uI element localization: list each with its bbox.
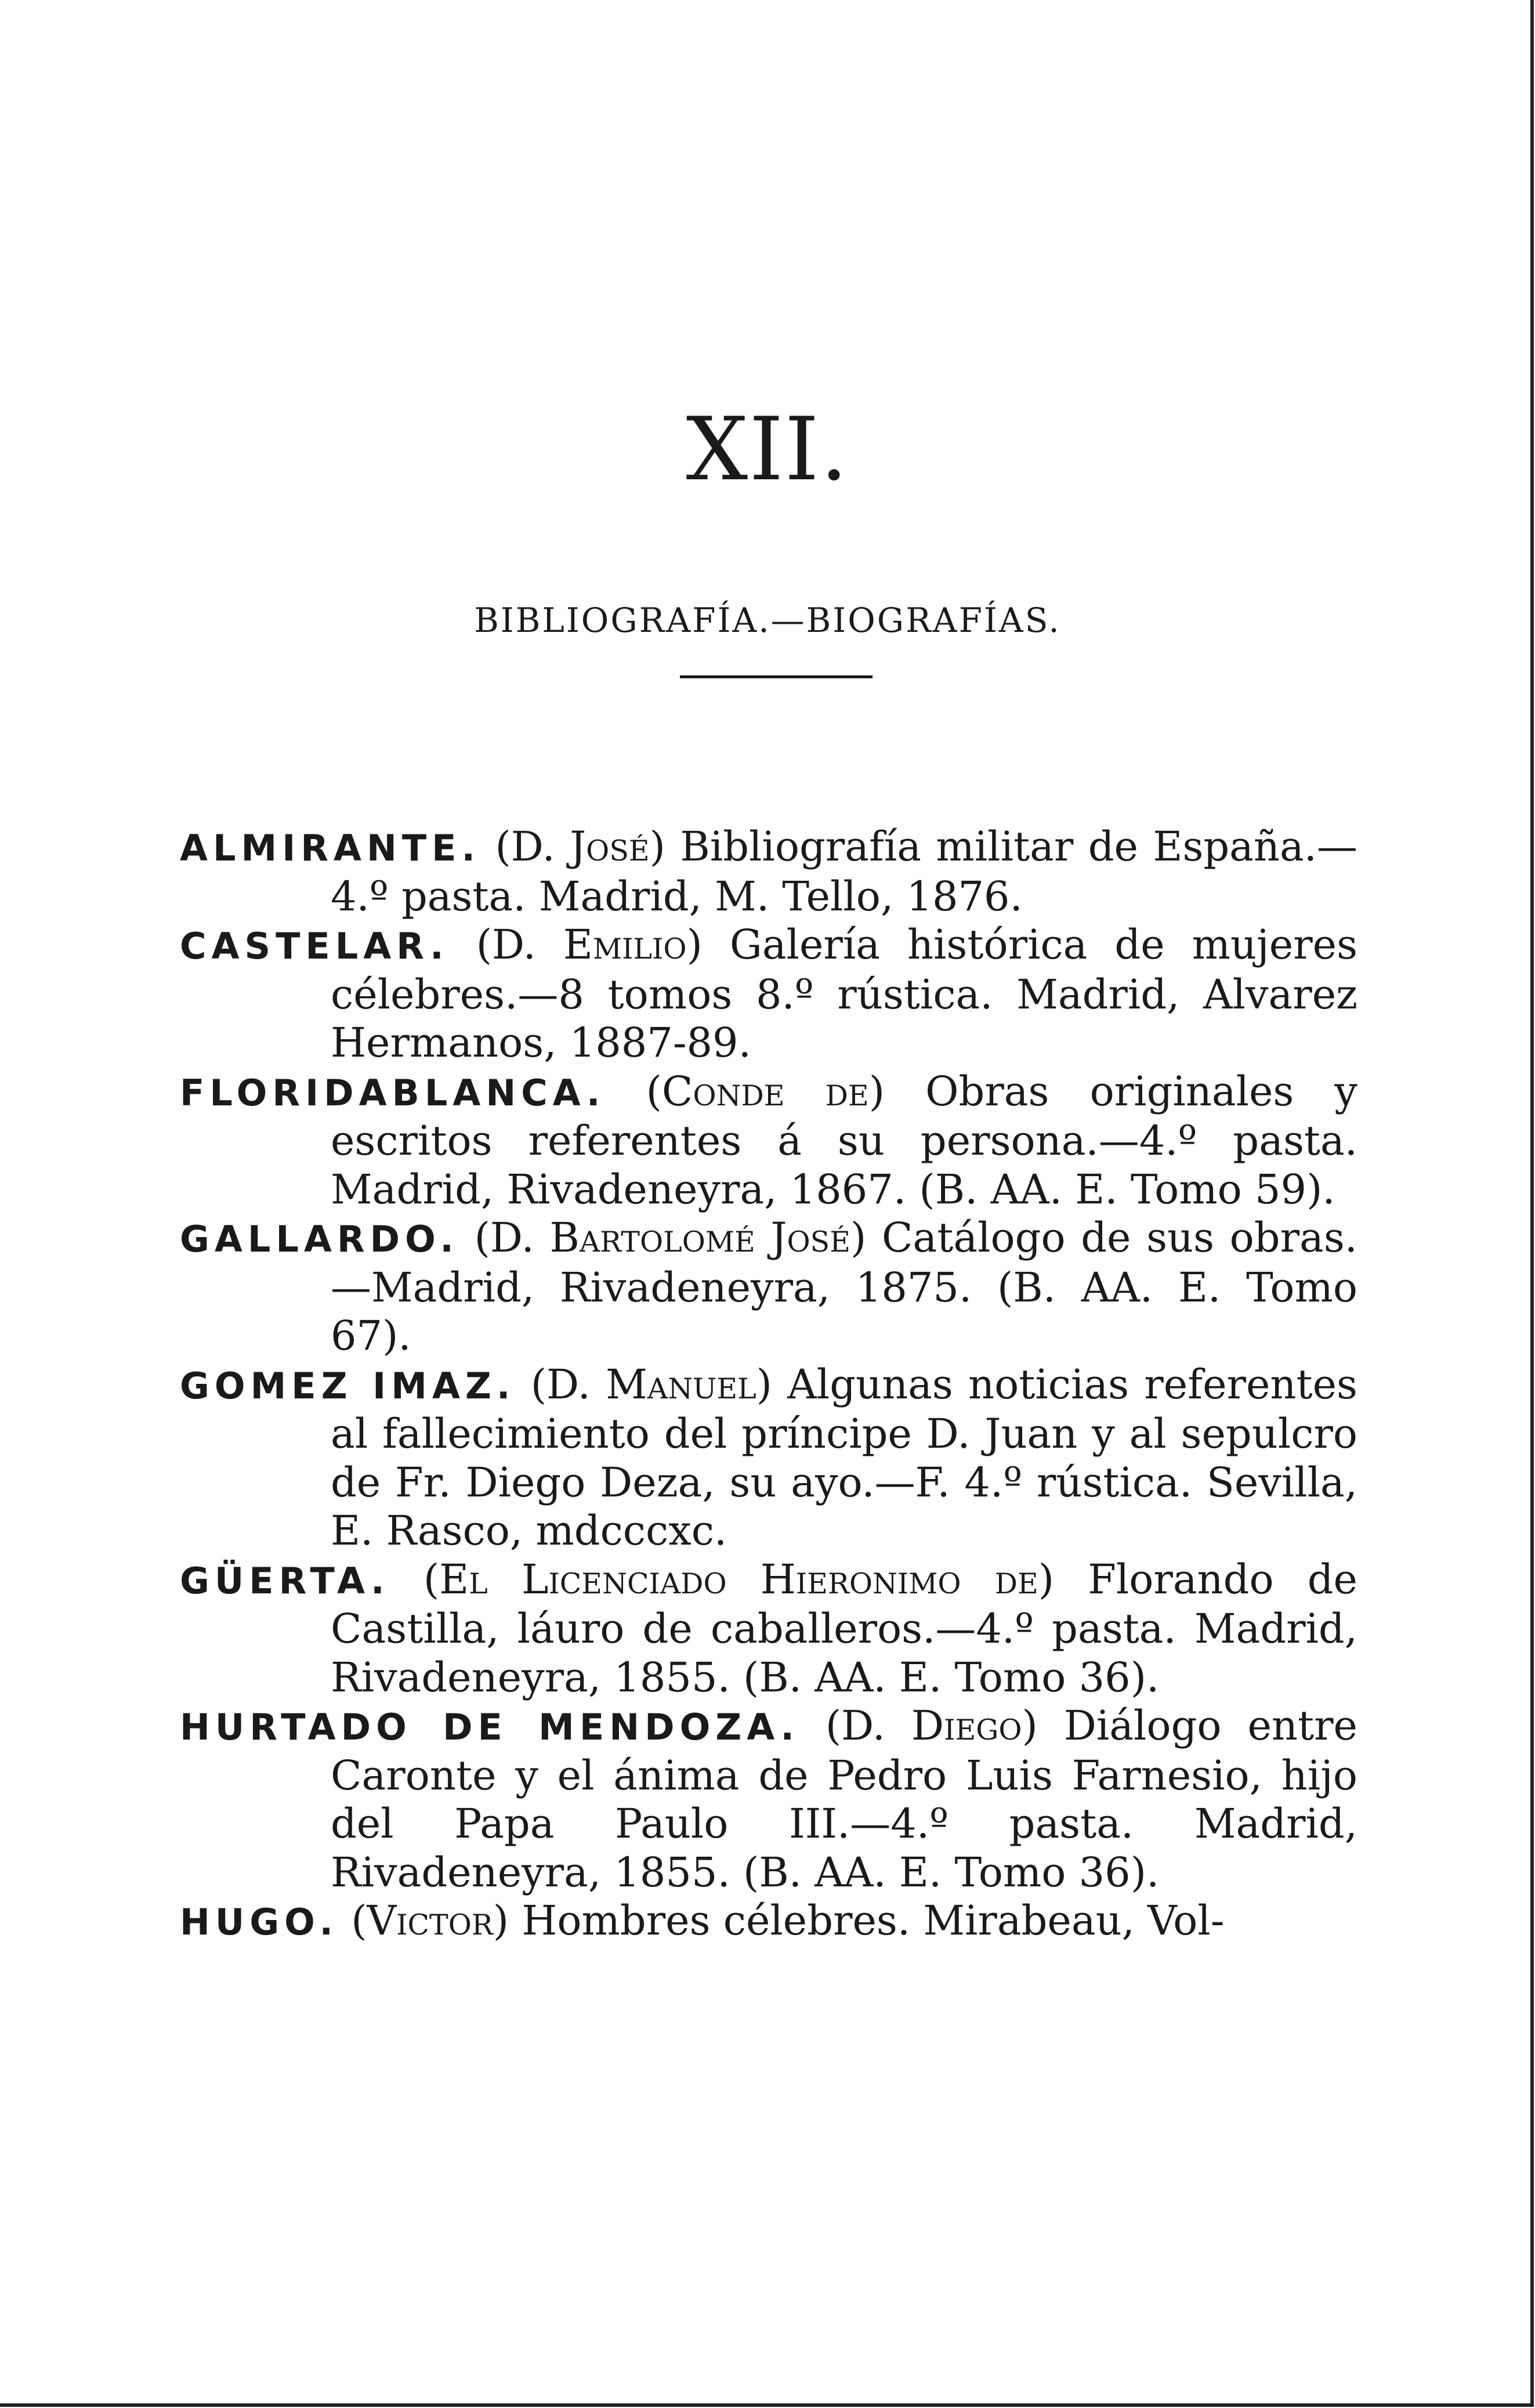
entry-gomez-imaz (180, 1361, 1357, 1556)
entry-text: Catálogo de sus obras.—Madrid, Rivadeneyra, 1875. (B. AA. E. Tomo 67). (331, 1214, 1357, 1360)
entry-name: (D. Bartolomé José) (474, 1214, 867, 1261)
section-title: BIBLIOGRAFÍA.—BIOGRAFÍAS. (474, 601, 1061, 640)
entry-name: (D. Emilio) (476, 921, 703, 968)
entry-guerta (180, 1556, 1357, 1702)
entry-name: (D. José) (495, 823, 665, 870)
entry-name: (El Licenciado Hieronimo de) (423, 1555, 1055, 1603)
entry-name: (Conde de) (646, 1067, 885, 1115)
entry-author: GALLARDO. (180, 1218, 459, 1260)
entry-author: GOMEZ IMAZ. (180, 1364, 516, 1407)
bibliography-entries (180, 823, 1357, 1947)
entry-castelar (180, 921, 1357, 1068)
title-divider (680, 675, 873, 678)
entry-text: Algunas noticias referentes al fallecimiento del príncipe D. Juan y al sepulcro de Fr. Diego Deza, su ayo.—F. 4.º rústica. Sevilla, E. Rasco, mdcccxc. (331, 1360, 1357, 1554)
entry-hugo (180, 1897, 1357, 1947)
chapter-number: XII. (686, 399, 849, 500)
entry-author: HUGO. (180, 1901, 339, 1943)
entry-gallardo (180, 1214, 1357, 1361)
entry-name: (D. Manuel) (530, 1360, 772, 1408)
entry-text: Obras originales y escritos referentes á su persona.—4.º pasta. Madrid, Rivadeneyra, 1867. (B. AA. E. Tomo 59). (331, 1067, 1357, 1213)
entry-author: FLORIDABLANCA. (180, 1071, 606, 1114)
entry-author: CASTELAR. (180, 925, 449, 967)
entry-almirante (180, 823, 1357, 921)
entry-text: Florando de Castilla, láuro de caballeros.—4.º pasta. Madrid, Rivadeneyra, 1855. (B. AA. E. Tomo 36). (331, 1555, 1357, 1701)
entry-hurtado-de-mendoza (180, 1702, 1357, 1897)
entry-text: Hombres célebres. Mirabeau, Vol- (522, 1897, 1225, 1944)
entry-text: Diálogo entre Caronte y el ánima de Pedro Luis Farnesio, hijo del Papa Paulo III.—4.º pasta. Madrid, Rivadeneyra, 1855. (B. AA. E. Tomo 36). (331, 1702, 1357, 1896)
entry-text: Galería histórica de mujeres célebres.—8 tomos 8.º rústica. Madrid, Alvarez Hermanos, 1887-89. (331, 921, 1357, 1066)
entry-author: HURTADO DE MENDOZA. (180, 1706, 799, 1748)
entry-name: (Victor) (351, 1897, 509, 1944)
entry-floridablanca (180, 1068, 1357, 1214)
entry-author: ALMIRANTE. (180, 827, 481, 869)
entry-text: Bibliografía militar de España.—4.º pasta. Madrid, M. Tello, 1876. (331, 823, 1357, 920)
entry-name: (D. Diego) (825, 1702, 1038, 1749)
entry-author: GÜERTA. (180, 1559, 390, 1602)
